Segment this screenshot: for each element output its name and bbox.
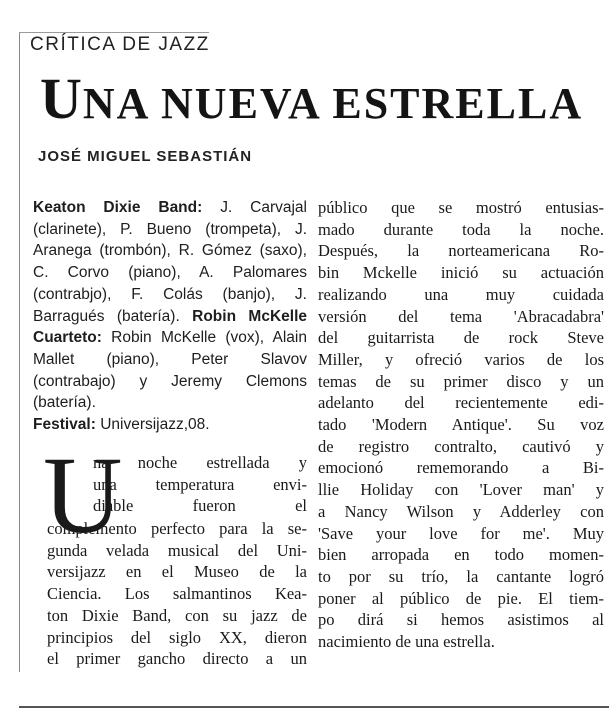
body-text-line: versión del tema 'Abracadabra' [318, 306, 604, 326]
body-text-line: tado 'Modern Antique'. Su voz [318, 415, 604, 435]
band1-label: Keaton Dixie Band: [33, 199, 203, 216]
body-text-line: Ciencia. Los salmantinos Kea- [47, 584, 307, 604]
body-column-1-beside-dropcap [93, 452, 307, 517]
body-text-line: bien arropada en todo momen- [318, 545, 604, 565]
headline-rest: NA NUEVA ESTRELLA [82, 79, 584, 128]
festival-label: Festival: [33, 416, 96, 434]
body-text-line: gunda velada musical del Uni- [47, 540, 307, 560]
bottom-page-rule [19, 706, 609, 708]
headline [40, 66, 584, 131]
festival-value: Universijazz,08. [95, 416, 210, 434]
body-text-line: principios del siglo XX, dieron [47, 627, 307, 647]
body-text-line: el primer gancho directo a un [47, 649, 307, 669]
section-top-rule [19, 32, 209, 33]
body-text-line: Miller, y ofreció varios de los [318, 349, 604, 369]
performance-credits [33, 197, 307, 436]
body-column-2 [318, 197, 604, 653]
body-text-line: na noche estrellada y [93, 453, 307, 472]
body-text-line: del guitarrista de rock Steve [318, 328, 604, 348]
body-text-line: to por su trío, la cantante logró [318, 566, 604, 586]
body-text-line: público que se mostró entusias- [318, 198, 604, 217]
body-text-line: versijazz en el Museo de la [47, 562, 307, 582]
body-text-line: ton Dixie Band, con su jazz de [47, 605, 307, 625]
body-text-line: complemento perfecto para la se- [47, 519, 307, 538]
body-text-line: diable fueron el [93, 496, 307, 516]
body-text-line: a Nancy Wilson y Adderley con [318, 501, 604, 521]
byline: JOSÉ MIGUEL SEBASTIÁN [38, 148, 253, 165]
body-text-line: mado durante toda la noche. [318, 219, 604, 239]
section-label: CRÍTICA DE JAZZ [30, 34, 210, 55]
body-text-line: realizando una muy cuidada [318, 284, 604, 304]
body-text-line: adelanto del recientemente edi- [318, 393, 604, 413]
body-text-line: llie Holiday con 'Lover man' y [318, 480, 604, 500]
band2-label: Robin McKelle Cuarteto: [33, 307, 307, 347]
body-text-line: temas de su primer disco y un [318, 371, 604, 391]
body-text-line: 'Save your love for me'. Muy [318, 523, 604, 543]
band2-members: Robin McKelle (vox), Alain Mallet (piano), Peter Slavov (contrabajo) y Jeremy Clemons (batería). [33, 329, 307, 412]
band1-members: J. Carvajal (clarinete), P. Bueno (trompeta), J. Aranega (trombón), R. Gómez (saxo), C. Corvo (piano), A. Palomares (contrabjo), F. Colás (banjo), J. Barragués (batería). [33, 199, 307, 325]
drop-cap: U [43, 434, 123, 556]
body-text-line: Después, la norteamericana Ro- [318, 241, 604, 261]
body-text-line: una temperatura envi- [93, 474, 307, 494]
headline-initial: U [40, 66, 83, 131]
body-text-line: emocionó rememorando a Bi- [318, 458, 604, 478]
body-text-line: nacimiento de una estrella. [318, 632, 495, 652]
left-column-rule [19, 32, 20, 672]
body-text-line: de registro contralto, cautivó y [318, 436, 604, 456]
body-text-line: po dirá si hemos asistimos al [318, 610, 604, 630]
body-text-line: bin Mckelle inició su actuación [318, 263, 604, 283]
body-column-1 [47, 518, 307, 670]
body-text-line: poner al público de pie. El tiem- [318, 588, 604, 608]
